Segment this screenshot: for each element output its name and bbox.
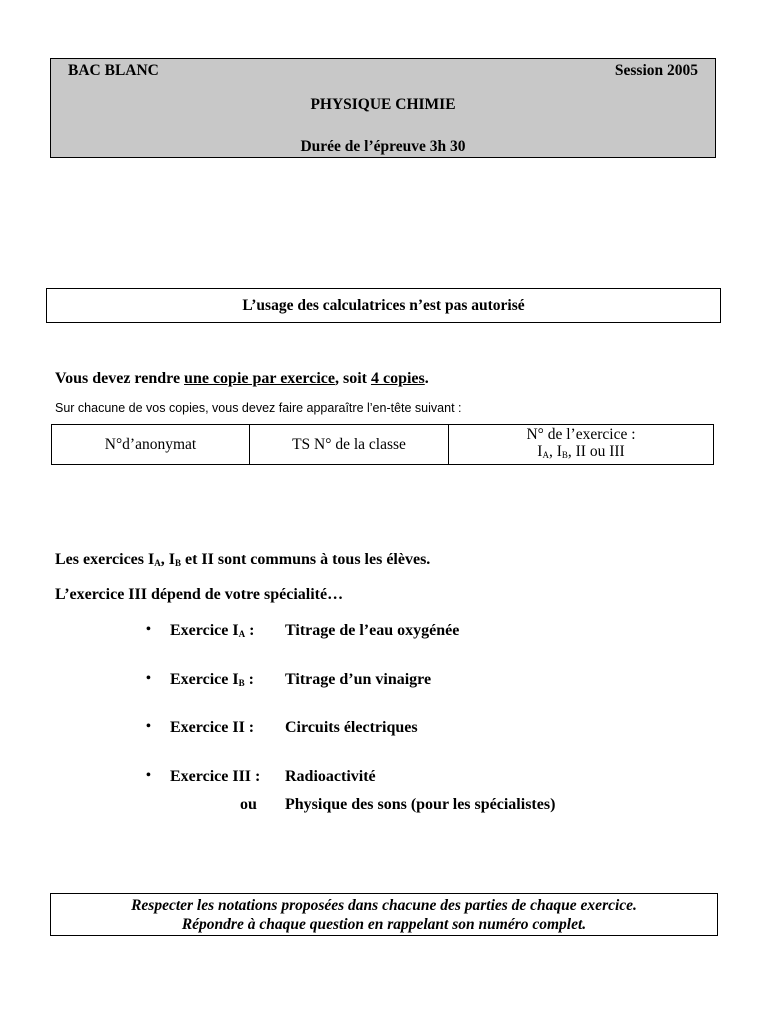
exercise-label: Exercice $I_A$ : (170, 622, 255, 639)
calculator-notice: L’usage des calculatrices n’est pas autorisé (46, 288, 721, 323)
exercise-title: Radioactivité (285, 768, 376, 785)
or-label: ou (240, 796, 257, 813)
exam-name: BAC BLANC (68, 62, 159, 79)
exam-duration: Durée de l’épreuve 3h 30 (300, 138, 466, 155)
instruction-text-2: , soit (334, 370, 371, 387)
header-box (50, 58, 716, 158)
instruction-text-3: . (424, 370, 429, 387)
bullet-icon: • (146, 719, 151, 734)
copies-instruction (55, 370, 429, 388)
common-exercises-line: Les exercices $I_A$, $I_B$ et II sont communs à tous les élèves. (55, 551, 431, 568)
exercise-number-label: N° de l’exercice : (526, 425, 636, 443)
bullet-icon: • (146, 671, 151, 686)
instruction-underline-1: une copie par exercice (184, 370, 335, 387)
instruction-underline-2: 4 copies (370, 370, 425, 387)
session-year: Session 2005 (614, 62, 698, 79)
exercise-label: Exercice II : (170, 719, 255, 736)
bullet-icon: • (146, 768, 151, 783)
exercise-title: Circuits électriques (285, 719, 418, 736)
exercise-label: Exercice $I_B$ : (170, 671, 254, 688)
exercise-number-options: $I_A$, $I_B$, II ou III (537, 442, 625, 460)
exercise-title: Titrage d’un vinaigre (285, 671, 432, 688)
instruction-text-1: Vous devez rendre (55, 370, 185, 387)
copy-header-table (51, 424, 714, 465)
exercise-title: Physique des sons (pour les spécialistes) (285, 796, 556, 813)
exercise-label: Exercice III : (170, 768, 261, 785)
class-number-cell: TS N° de la classe (250, 425, 449, 465)
specialty-line: L’exercice III dépend de votre spécialité… (55, 586, 344, 603)
bullet-icon: • (146, 622, 151, 637)
anonymat-cell: N°d’anonymat (52, 425, 250, 465)
exercise-number-cell (449, 425, 714, 465)
header-instruction-note: Sur chacune de vos copies, vous devez faire apparaître l’en-tête suivant : (55, 401, 462, 415)
notice-line-1: Respecter les notations proposées dans chacune des parties de chaque exercice. (131, 897, 637, 914)
subject-title: PHYSIQUE CHIMIE (310, 96, 456, 113)
exercise-title: Titrage de l’eau oxygénée (285, 622, 460, 639)
notice-line-2: Répondre à chaque question en rappelant son numéro complet. (181, 916, 587, 933)
final-notice-box (50, 893, 718, 936)
